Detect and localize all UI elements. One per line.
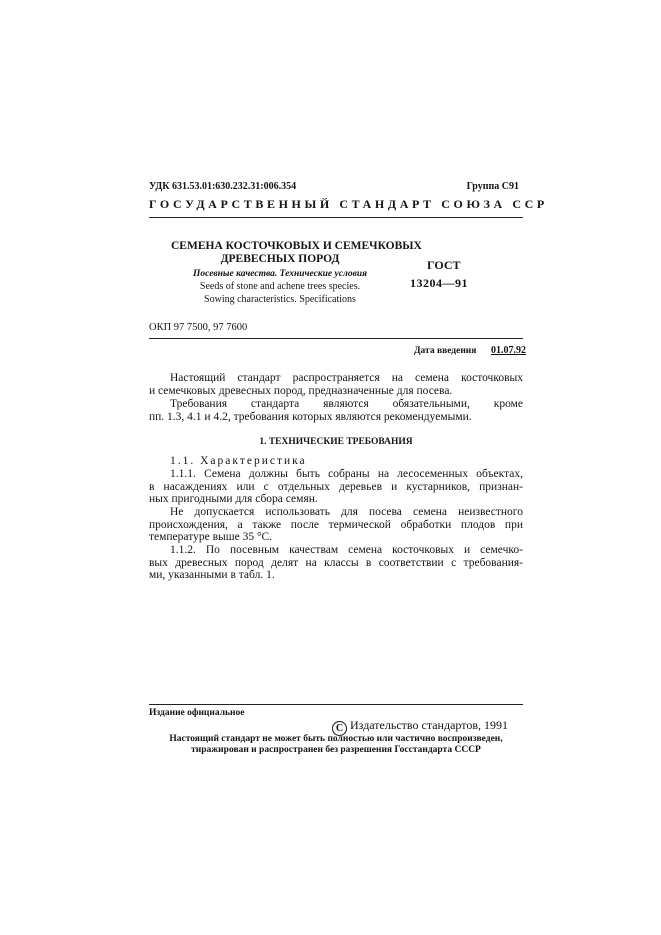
- paragraph-line: ных пригодными для сбора семян.: [149, 493, 318, 506]
- subsection-title: 1.1. Характеристика: [170, 455, 307, 467]
- paragraph-line: пп. 1.3, 4.1 и 4.2, требования которых являются рекомендуемыми.: [149, 410, 472, 423]
- udk-code: УДК 631.53.01:630.232.31:006.354: [149, 181, 297, 192]
- gost-label: ГОСТ: [427, 258, 461, 272]
- paragraph-line: в насаждениях или с отдельных деревьев и кустарников, признан-: [149, 480, 523, 493]
- date-value: 01.07.92: [491, 345, 526, 356]
- reproduction-note: [149, 734, 523, 756]
- copyright-icon: C: [332, 721, 347, 736]
- paragraph-line: Настоящий стандарт распространяется на семена косточковых: [170, 372, 523, 384]
- paragraph-line: температуре выше 35 °С.: [149, 531, 273, 544]
- paragraph-line: и семечковых древесных пород, предназначенные для посева.: [149, 384, 453, 397]
- section-title: 1. ТЕХНИЧЕСКИЕ ТРЕБОВАНИЯ: [259, 437, 413, 447]
- paragraph-requirements: [149, 398, 523, 423]
- paragraph-line: вых древесных пород делят на классы в соответствии с требования-: [149, 556, 523, 569]
- paragraph-line: Не допускается использовать для посева семена неизвестного: [170, 506, 523, 518]
- title-line-2: ДРЕВЕСНЫХ ПОРОД: [220, 253, 340, 265]
- title-en-line-1: Seeds of stone and achene trees species.: [199, 281, 361, 292]
- paragraph-1-1-2: [149, 544, 523, 582]
- paragraph-line: происхождения, а также после термической обработки плодов при: [149, 518, 523, 531]
- paragraph-line: 1.1.1. Семена должны быть собраны на лесосеменных объектах,: [170, 468, 523, 480]
- state-standard-heading: ГОСУДАРСТВЕННЫЙ СТАНДАРТ СОЮЗА ССР: [149, 197, 548, 211]
- note-line-1: Настоящий стандарт не может быть полностью или частично воспроизведен,: [169, 734, 503, 744]
- top-rule: [149, 217, 523, 218]
- okp-code: ОКП 97 7500, 97 7600: [149, 322, 248, 333]
- paragraph-line: ми, указанными в табл. 1.: [149, 569, 275, 582]
- copyright-text: Издательство стандартов, 1991: [350, 718, 508, 732]
- paragraph-line: 1.1.2. По посевным качествам семена косточковых и семечко-: [170, 544, 523, 556]
- gost-number: 13204—91: [410, 276, 468, 290]
- paragraph-1-1-1: [149, 468, 523, 506]
- group-code: Группа С91: [466, 181, 519, 192]
- note-line-2: тиражирован и распространен без разрешения Госстандарта СССР: [191, 745, 481, 755]
- title-en-line-2: Sowing characteristics. Specifications: [204, 294, 356, 305]
- bottom-rule: [149, 704, 523, 705]
- subtitle-ru: Посевные качества. Технические условия: [192, 269, 368, 279]
- paragraph-restriction: [149, 506, 523, 544]
- paragraph-scope: [149, 372, 523, 397]
- title-line-1: СЕМЕНА КОСТОЧКОВЫХ И СЕМЕЧКОВЫХ: [171, 240, 422, 252]
- title-block: [171, 240, 422, 305]
- middle-rule: [149, 338, 523, 339]
- edition-label: Издание официальное: [149, 708, 245, 718]
- date-label: Дата введения: [414, 346, 477, 356]
- paragraph-line: Требования стандарта являются обязательными, кроме: [170, 398, 523, 410]
